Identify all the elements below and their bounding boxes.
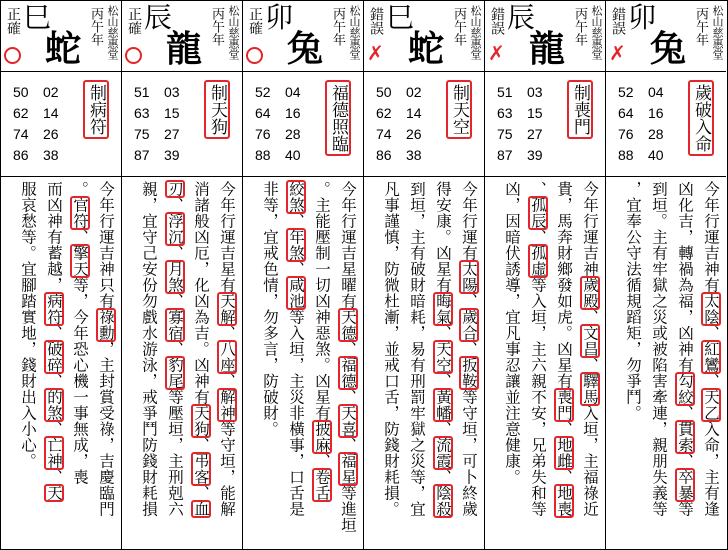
star-name-highlight: 卷舌 [313, 469, 331, 501]
animal-char: 兔 [287, 28, 324, 70]
age-list [255, 82, 315, 166]
text-segment: ，主封賞受祿，吉慶臨門 [97, 341, 115, 517]
age-number: 40 [285, 147, 301, 163]
text-segment: 今年行運吉星曜有 [339, 181, 357, 309]
text-segment: 等 [676, 501, 694, 517]
temple-name: 松山慈惠堂 [106, 5, 119, 60]
age-number: 03 [527, 84, 543, 100]
text-segment: 等進垣 [339, 485, 357, 533]
text-segment: 、 [555, 469, 573, 485]
wrong-cross-icon: ✗ [488, 41, 505, 65]
age-section [364, 72, 484, 177]
text-column [700, 181, 722, 517]
correct-circle-icon [125, 47, 142, 64]
age-row [618, 103, 678, 124]
text-column [432, 181, 454, 517]
text-segment: 等守垣，能解 [218, 421, 236, 517]
text-column [138, 181, 160, 517]
age-number: 63 [134, 105, 150, 121]
star-name-highlight: 福星 [339, 453, 357, 485]
text-segment: 、 [555, 421, 573, 437]
text-segment: 、 [218, 325, 236, 341]
age-number: 51 [134, 84, 150, 100]
star-name-highlight: 血 [192, 501, 210, 517]
age-number: 62 [376, 105, 392, 121]
fortune-text [243, 177, 363, 549]
age-row [618, 145, 678, 166]
age-number: 64 [618, 105, 634, 121]
text-segment: 、 [339, 389, 357, 405]
temple-name: 松山慈惠堂 [469, 5, 482, 60]
age-number: 04 [285, 84, 301, 100]
animal-char: 蛇 [408, 28, 445, 70]
temple-name: 松山慈惠堂 [711, 5, 724, 60]
earthly-branch-char: 巳 [386, 1, 415, 34]
star-name-highlight: 解神 [218, 389, 236, 421]
star-name-highlight: 文昌 [581, 325, 599, 357]
star-name-highlight: 天乙 [702, 389, 720, 421]
age-section [606, 72, 726, 177]
text-segment: 入垣，主福祿近 [581, 405, 599, 517]
star-name-highlight: 流霞 [434, 437, 452, 469]
age-list [134, 82, 194, 166]
text-segment: 、 [460, 341, 478, 357]
text-segment: 、 [45, 469, 63, 485]
card-header [606, 1, 726, 72]
year-label: 丙午年 [209, 7, 224, 46]
star-name-highlight: 天狗 [192, 405, 210, 437]
age-number: 02 [43, 84, 59, 100]
star-name-highlight: 八座 [218, 341, 236, 373]
text-segment: 服哀愁等。宜腳踏實地，錢財出入小心。 [19, 181, 37, 469]
text-segment: 凶化吉，轉禍為福，凶神有 [676, 181, 694, 373]
age-number: 27 [527, 126, 543, 142]
earthly-branch-char: 辰 [507, 1, 536, 34]
age-row [497, 124, 557, 145]
fortune-card [243, 1, 364, 549]
text-segment: 、 [45, 325, 63, 341]
text-segment: 入命，主有逢 [702, 421, 720, 517]
text-segment: 、 [339, 437, 357, 453]
fortune-card [122, 1, 243, 549]
star-name-highlight: 黃幡 [434, 389, 452, 421]
text-column [674, 181, 696, 517]
correct-circle-icon [4, 47, 21, 64]
zodiac-animal [386, 3, 446, 69]
fortune-card [606, 1, 727, 549]
text-segment: 凶，因暗伏誘導，宜凡事忍讓並注意健康。 [503, 181, 521, 485]
star-name-highlight: 地雌 [555, 437, 573, 469]
star-name-highlight: 勾絞 [676, 373, 694, 405]
text-segment: ，宜奉公守法循規蹈矩，勿爭鬥。 [624, 181, 642, 421]
age-section [122, 72, 242, 177]
text-segment: 、 [434, 373, 452, 389]
star-name-highlight: 天德 [339, 309, 357, 341]
age-row [255, 124, 315, 145]
star-name-highlight: 弔客 [192, 453, 210, 485]
age-list [618, 82, 678, 166]
age-number: 03 [164, 84, 180, 100]
star-name-highlight: 祿勳 [97, 309, 115, 341]
fortune-card [485, 1, 606, 549]
text-segment: 、 [192, 437, 210, 453]
age-number: 75 [134, 126, 150, 142]
star-name-highlight: 月煞 [166, 261, 184, 293]
star-name-highlight: 天解 [218, 293, 236, 325]
verdict-label: 錯誤 [368, 7, 384, 35]
age-number: 86 [13, 147, 29, 163]
temple-name: 松山慈惠堂 [590, 5, 603, 60]
wrong-cross-icon: ✗ [609, 41, 626, 65]
age-number: 02 [406, 84, 422, 100]
text-column [259, 181, 281, 437]
age-number: 52 [618, 84, 634, 100]
age-number: 14 [406, 105, 422, 121]
remedy-box: 制喪門 [567, 80, 593, 139]
star-name-highlight: 豹尾 [166, 357, 184, 389]
text-segment: 等壓垣，主刑剋六 [166, 389, 184, 517]
star-name-highlight: 晦氣 [434, 293, 452, 325]
age-number: 51 [497, 84, 513, 100]
year-label: 丙午年 [330, 7, 345, 46]
star-name-highlight: 貫索 [676, 421, 694, 453]
text-segment: 、 [676, 405, 694, 421]
star-name-highlight: 歲合 [460, 309, 478, 341]
text-segment: 、 [71, 229, 89, 245]
star-name-highlight: 福德 [339, 357, 357, 389]
card-header [1, 1, 121, 72]
age-row [497, 145, 557, 166]
text-segment: 、 [434, 325, 452, 341]
age-row [134, 124, 194, 145]
age-row [255, 145, 315, 166]
text-segment: 。 [71, 181, 89, 197]
star-name-highlight: 天 [45, 485, 63, 501]
age-number: 76 [255, 126, 271, 142]
age-row [497, 82, 557, 103]
age-number: 38 [43, 147, 59, 163]
age-row [134, 103, 194, 124]
text-column [95, 181, 117, 517]
temple-name: 松山慈惠堂 [227, 5, 240, 60]
age-number: 50 [376, 84, 392, 100]
text-segment: 、 [702, 325, 720, 341]
zodiac-animal [23, 3, 83, 69]
text-segment: 而凶神有蓄越， [45, 181, 63, 293]
age-number: 16 [285, 105, 301, 121]
age-number: 15 [164, 105, 180, 121]
age-number: 62 [13, 105, 29, 121]
fortune-card [364, 1, 485, 549]
verdict-label: 正確 [126, 7, 142, 35]
text-segment: 、 [166, 197, 184, 213]
year-label: 丙午年 [451, 7, 466, 46]
text-segment: 貴，馬奔財鄉發如虎。凶星有 [555, 181, 573, 389]
text-column [164, 181, 186, 517]
star-name-highlight: 天喜 [339, 405, 357, 437]
text-segment: 凡事謹慎，防微杜漸，並戒口舌，防錢財耗損。 [382, 181, 400, 517]
text-segment: 、 [434, 421, 452, 437]
card-header [364, 1, 484, 72]
age-number: 88 [618, 147, 634, 163]
text-column [69, 181, 91, 485]
age-number: 52 [255, 84, 271, 100]
text-segment: 等，今年恐心機一事無成，喪 [71, 277, 89, 485]
age-number: 63 [497, 105, 513, 121]
star-name-highlight: 太陰 [702, 293, 720, 325]
age-number: 04 [648, 84, 664, 100]
text-segment: 、 [287, 213, 305, 229]
text-segment: 今年行運吉神有 [702, 181, 720, 293]
star-name-highlight: 天空 [434, 341, 452, 373]
age-row [13, 103, 73, 124]
text-segment: 、 [45, 421, 63, 437]
text-column [579, 181, 601, 517]
age-number: 16 [648, 105, 664, 121]
age-row [376, 124, 436, 145]
verdict-label: 正確 [5, 7, 21, 35]
text-segment: 、 [313, 453, 331, 469]
remedy-box: 制天空 [446, 80, 472, 139]
age-list [13, 82, 73, 166]
age-row [618, 124, 678, 145]
temple-name: 松山慈惠堂 [348, 5, 361, 60]
animal-char: 龍 [529, 28, 566, 70]
age-number: 75 [497, 126, 513, 142]
age-number: 76 [618, 126, 634, 142]
zodiac-animal [628, 3, 688, 69]
star-name-highlight: 紅鸞 [702, 341, 720, 373]
age-row [13, 145, 73, 166]
star-name-highlight: 陰殺 [434, 485, 452, 517]
star-name-highlight: 地喪 [555, 485, 573, 517]
year-label: 丙午年 [88, 7, 103, 46]
text-segment: 、 [192, 485, 210, 501]
remedy-box: 福德照臨 [325, 80, 351, 156]
age-row [497, 103, 557, 124]
text-column [553, 181, 575, 517]
text-segment: 、 [434, 469, 452, 485]
age-row [13, 124, 73, 145]
star-name-highlight: 披麻 [313, 421, 331, 453]
text-segment: 等守垣，可卜終歲 [460, 389, 478, 517]
text-segment: 得安康。凶星有 [434, 181, 452, 293]
age-number: 39 [527, 147, 543, 163]
text-segment: 。主能壓制一切凶神惡煞。凶星有 [313, 181, 331, 421]
age-list [497, 82, 557, 166]
fortune-text [364, 177, 484, 549]
age-row [255, 82, 315, 103]
star-name-highlight: 扳鞍 [460, 357, 478, 389]
age-number: 74 [13, 126, 29, 142]
text-segment: 今年行運吉神 [581, 181, 599, 277]
text-column [337, 181, 359, 533]
text-segment: 、 [287, 261, 305, 277]
text-column [527, 181, 549, 517]
earthly-branch-char: 辰 [144, 1, 173, 34]
star-name-highlight: 驛馬 [581, 373, 599, 405]
wrong-cross-icon: ✗ [367, 41, 384, 65]
age-number: 15 [527, 105, 543, 121]
year-label: 丙午年 [693, 7, 708, 46]
age-row [376, 145, 436, 166]
star-name-highlight: 擎天 [71, 245, 89, 277]
card-header [485, 1, 605, 72]
star-name-highlight: 太陽 [460, 261, 478, 293]
text-segment: 、 [581, 309, 599, 325]
text-column [622, 181, 644, 421]
age-number: 87 [497, 147, 513, 163]
text-segment: 、 [45, 373, 63, 389]
earthly-branch-char: 卯 [265, 1, 294, 34]
age-section [485, 72, 605, 177]
text-segment: 今年行運吉神只有 [97, 181, 115, 309]
text-segment: 今年行運有 [460, 181, 478, 261]
age-number: 39 [164, 147, 180, 163]
fortune-text [485, 177, 605, 549]
age-row [376, 82, 436, 103]
star-name-highlight: 歲殿 [581, 277, 599, 309]
text-segment: 、 [581, 357, 599, 373]
text-column [190, 181, 212, 517]
card-header [122, 1, 242, 72]
text-segment: 、 [166, 245, 184, 261]
age-section [1, 72, 121, 177]
age-row [618, 82, 678, 103]
text-segment: 、 [218, 373, 236, 389]
zodiac-animal [265, 3, 325, 69]
animal-char: 龍 [166, 28, 203, 70]
star-name-highlight: 年煞 [287, 229, 305, 261]
text-column [17, 181, 39, 469]
text-segment: 、 [166, 341, 184, 357]
fortune-text [122, 177, 242, 549]
text-column [311, 181, 333, 501]
age-number: 86 [376, 147, 392, 163]
verdict-label: 錯誤 [610, 7, 626, 35]
age-row [255, 103, 315, 124]
star-name-highlight: 咸池 [287, 277, 305, 309]
age-number: 26 [406, 126, 422, 142]
text-segment: 、 [529, 229, 547, 245]
text-column [285, 181, 307, 517]
animal-char: 兔 [650, 28, 687, 70]
text-segment: 消諸般凶厄，化凶為吉。凶神有 [192, 181, 210, 405]
text-column [501, 181, 523, 485]
age-number: 28 [648, 126, 664, 142]
age-row [134, 145, 194, 166]
age-number: 88 [255, 147, 271, 163]
fortune-text [606, 177, 726, 549]
text-segment: 今年行運吉星有 [218, 181, 236, 293]
age-row [13, 82, 73, 103]
star-name-highlight: 孤辰 [529, 197, 547, 229]
fortune-card [1, 1, 122, 549]
fortune-text [1, 177, 121, 549]
star-name-highlight: 寡宿 [166, 309, 184, 341]
verdict-label: 錯誤 [489, 7, 505, 35]
text-segment: 等入垣，主災非橫事，口舌是 [287, 309, 305, 517]
age-number: 38 [406, 147, 422, 163]
age-number: 28 [285, 126, 301, 142]
age-row [134, 82, 194, 103]
card-header [243, 1, 363, 72]
age-number: 50 [13, 84, 29, 100]
text-segment: 、 [529, 181, 547, 197]
text-segment: 、 [702, 373, 720, 389]
text-segment: 等入垣，主六親不安，兄弟失和等 [529, 277, 547, 517]
age-number: 27 [164, 126, 180, 142]
animal-char: 蛇 [45, 28, 82, 70]
text-column [458, 181, 480, 517]
text-segment: 非等，宜戒色情，勿多言，防破財。 [261, 181, 279, 437]
age-number: 14 [43, 105, 59, 121]
age-number: 26 [43, 126, 59, 142]
text-column [380, 181, 402, 517]
star-name-highlight: 絞煞 [287, 181, 305, 213]
text-segment: 、 [460, 293, 478, 309]
earthly-branch-char: 卯 [628, 1, 657, 34]
remedy-box: 制天狗 [204, 80, 230, 139]
zodiac-animal [144, 3, 204, 69]
star-name-highlight: 孤虛 [529, 245, 547, 277]
text-segment: 到垣，主有破財暗耗，易有刑罰牢獄之災等，宜 [408, 181, 426, 517]
age-number: 64 [255, 105, 271, 121]
star-name-highlight: 官符 [71, 197, 89, 229]
text-segment: 親，宜守己安份勿戲水游泳，戒爭鬥防錢財耗損 [140, 181, 158, 517]
star-name-highlight: 破碎 [45, 341, 63, 373]
earthly-branch-char: 巳 [23, 1, 52, 34]
text-column [648, 181, 670, 517]
text-segment: 、 [166, 293, 184, 309]
correct-circle-icon [246, 47, 263, 64]
star-name-highlight: 浮沉 [166, 213, 184, 245]
star-name-highlight: 卒暴 [676, 469, 694, 501]
year-label: 丙午年 [572, 7, 587, 46]
zodiac-animal [507, 3, 567, 69]
text-column [216, 181, 238, 517]
star-name-highlight: 病符 [45, 293, 63, 325]
text-column [43, 181, 65, 501]
text-segment: 到垣。主有牢獄之災或被陷害牽連，親朋失義等 [650, 181, 668, 517]
text-segment: 、 [676, 453, 694, 469]
star-name-highlight: 喪門 [555, 389, 573, 421]
age-row [376, 103, 436, 124]
verdict-label: 正確 [247, 7, 263, 35]
age-number: 87 [134, 147, 150, 163]
text-segment: 、 [339, 341, 357, 357]
age-number: 74 [376, 126, 392, 142]
age-list [376, 82, 436, 166]
star-name-highlight: 刃 [166, 181, 184, 197]
star-name-highlight: 的煞 [45, 389, 63, 421]
age-number: 40 [648, 147, 664, 163]
text-column [406, 181, 428, 517]
remedy-box: 制病符 [83, 80, 109, 139]
star-name-highlight: 亡神 [45, 437, 63, 469]
remedy-box: 歲破入命 [688, 80, 714, 156]
age-section [243, 72, 363, 177]
